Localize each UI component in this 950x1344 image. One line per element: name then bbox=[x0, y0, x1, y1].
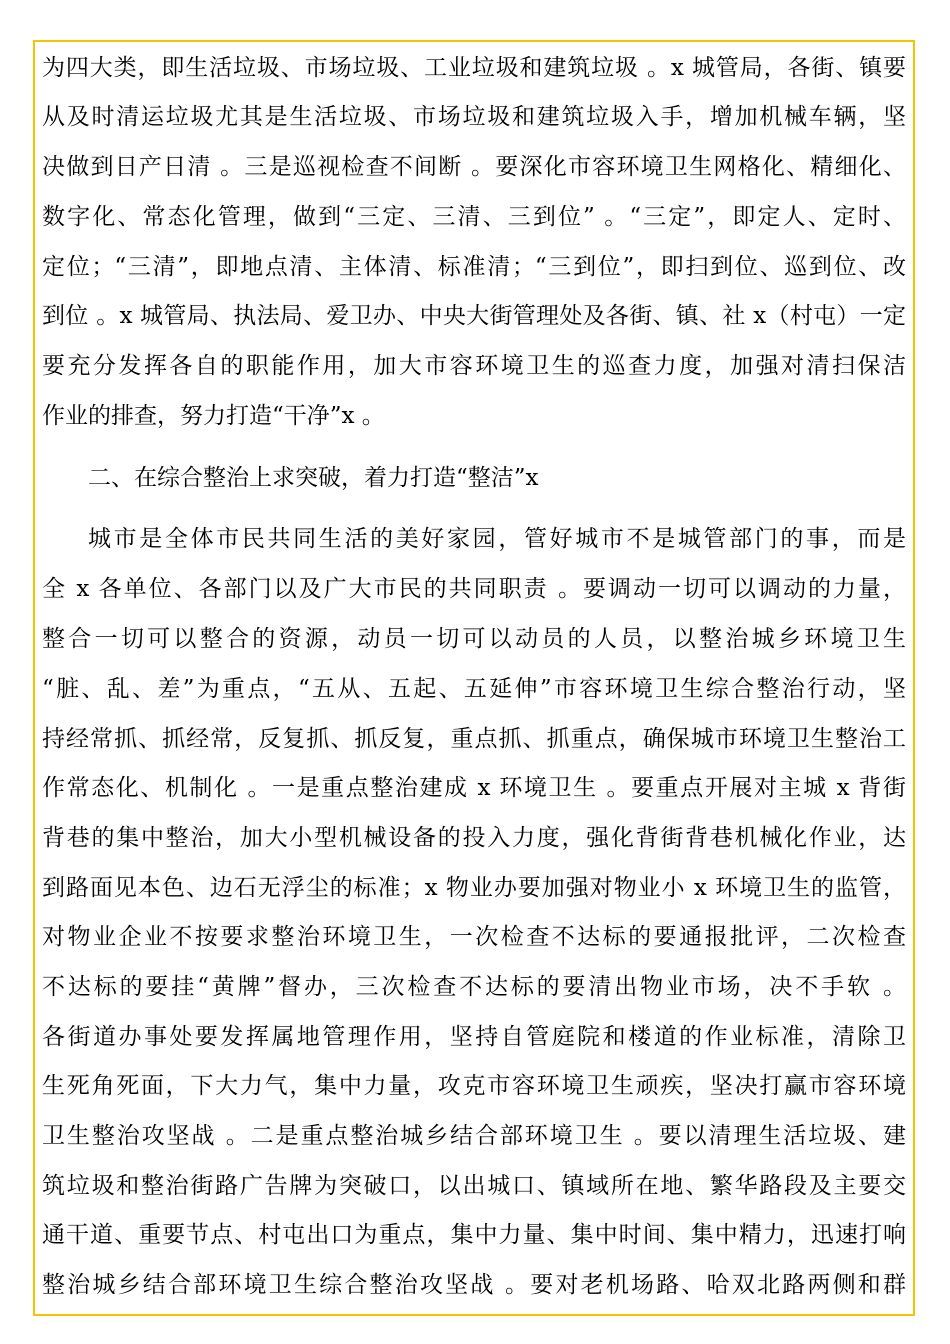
section-heading: 二、在综合整治上求突破，着力打造“整洁”x bbox=[88, 465, 539, 491]
text-line: 筑垃圾和整治街路广告牌为突破口，以出城口、镇域所在地、繁华路段及主要交 bbox=[42, 1173, 906, 1199]
text-line: 整治城乡结合部环境卫生综合整治攻坚战 。要对老机场路、哈双北路两侧和群 bbox=[42, 1272, 906, 1298]
text-line: 数字化、常态化管理，做到“三定、三清、三到位” 。“三定”，即定人、定时、 bbox=[42, 204, 906, 230]
text-line: 作业的排查，努力打造“干净”x 。 bbox=[42, 403, 385, 429]
text-line: 对物业企业不按要求整治环境卫生，一次检查不达标的要通报批评，二次检查 bbox=[42, 924, 906, 950]
text-line: 各街道办事处要发挥属地管理作用，坚持自管庭院和楼道的作业标准，清除卫 bbox=[42, 1024, 906, 1050]
text-line: 通干道、重要节点、村屯出口为重点，集中力量、集中时间、集中精力，迅速打响 bbox=[42, 1222, 906, 1248]
text-line: 要充分发挥各自的职能作用，加大市容环境卫生的巡查力度，加强对清扫保洁 bbox=[42, 353, 906, 379]
text-line: 从及时清运垃圾尤其是生活垃圾、市场垃圾和建筑垃圾入手，增加机械车辆，坚 bbox=[42, 104, 906, 130]
text-line: 持经常抓、抓经常，反复抓、抓反复，重点抓、抓重点，确保城市环境卫生整治工 bbox=[42, 726, 906, 752]
text-line: 为四大类，即生活垃圾、市场垃圾、工业垃圾和建筑垃圾 。x 城管局，各街、镇要 bbox=[42, 55, 906, 81]
text-line: 到位 。x 城管局、执法局、爱卫办、中央大街管理处及各街、镇、社 x（村屯）一定 bbox=[42, 303, 906, 329]
text-line: 城市是全体市民共同生活的美好家园，管好城市不是城管部门的事，而是 bbox=[88, 526, 906, 552]
text-line: 决做到日产日清 。三是巡视检查不间断 。要深化市容环境卫生网格化、精细化、 bbox=[42, 154, 906, 180]
text-line: 作常态化、机制化 。一是重点整治建成 x 环境卫生 。要重点开展对主城 x 背街 bbox=[42, 775, 906, 801]
text-line: 背巷的集中整治，加大小型机械设备的投入力度，强化背街背巷机械化作业，达 bbox=[42, 825, 906, 851]
text-line: 整合一切可以整合的资源，动员一切可以动员的人员，以整治城乡环境卫生 bbox=[42, 626, 906, 652]
text-line: 全 x 各单位、各部门以及广大市民的共同职责 。要调动一切可以调动的力量， bbox=[42, 576, 906, 602]
text-line: 卫生整治攻坚战 。二是重点整治城乡结合部环境卫生 。要以清理生活垃圾、建 bbox=[42, 1123, 906, 1149]
text-line: 到路面见本色、边石无浮尘的标准；x 物业办要加强对物业小 x 环境卫生的监管， bbox=[42, 875, 906, 901]
text-line: 生死角死面，下大力气，集中力量，攻克市容环境卫生顽疾，坚决打赢市容环境 bbox=[42, 1073, 906, 1099]
text-line: 不达标的要挂“黄牌”督办，三次检查不达标的要清出物业市场，决不手软 。 bbox=[42, 974, 906, 1000]
text-line: “脏、乱、差”为重点，“五从、五起、五延伸”市容环境卫生综合整治行动，坚 bbox=[42, 676, 906, 702]
text-line: 定位；“三清”，即地点清、主体清、标准清；“三到位”，即扫到位、巡到位、改 bbox=[42, 254, 906, 280]
